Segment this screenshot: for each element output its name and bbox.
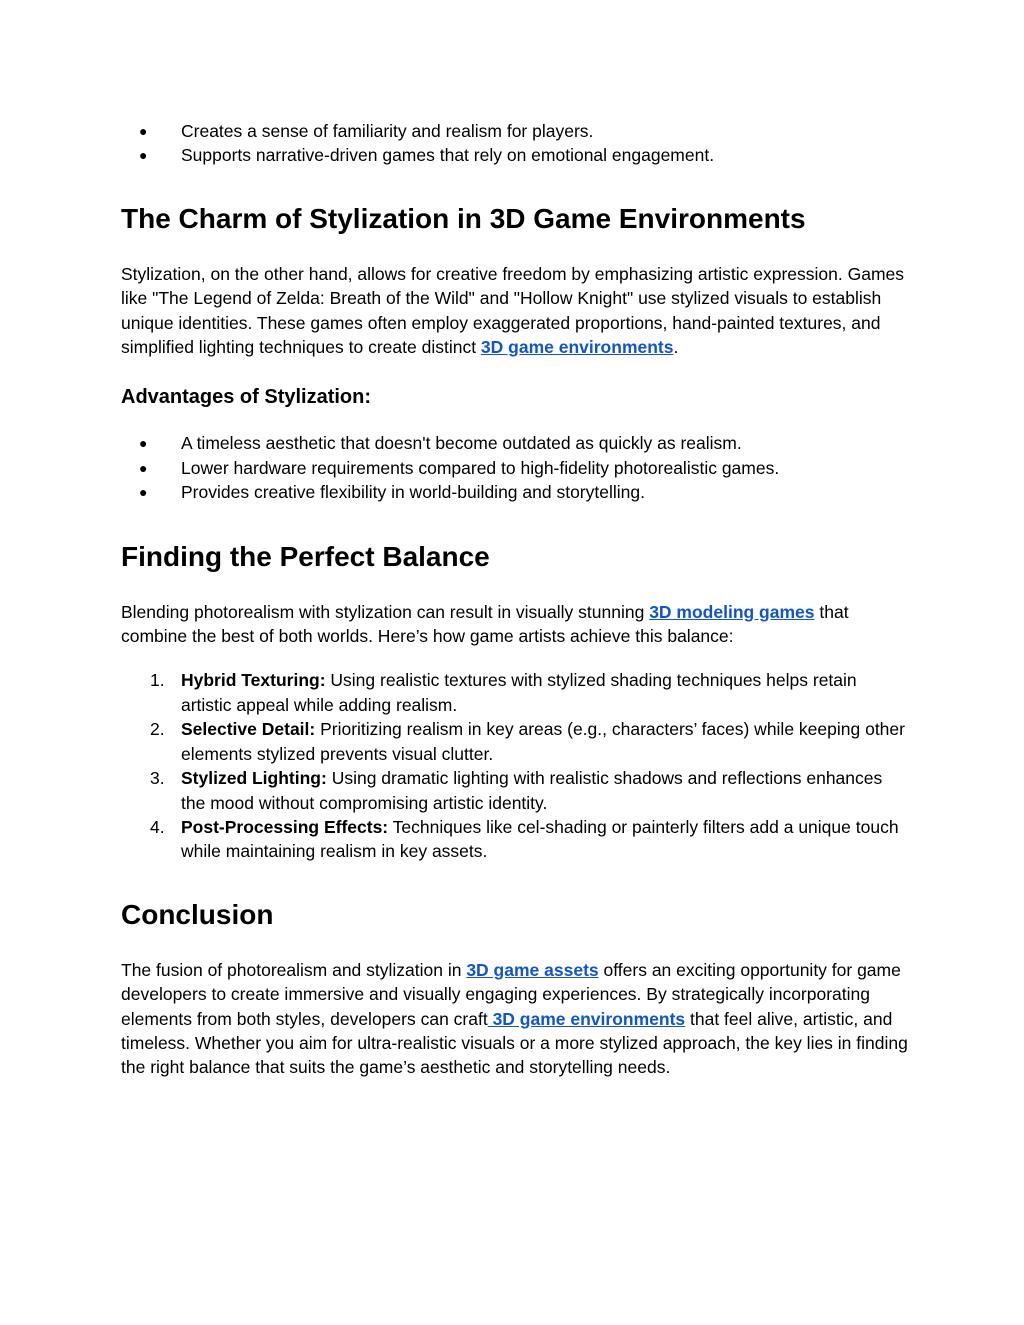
list-item: ● Provides creative flexibility in world-building and storytelling. [121, 480, 911, 504]
bullet-icon: ● [139, 459, 148, 476]
paragraph-conclusion: The fusion of photorealism and stylization in 3D game assets offers an exciting opportunity for game developers to create immersive and visually engaging experiences. By strategically incorporating elements from both styles, developers can craft 3D game environments that feel alive, artistic, and timeless. Whether you aim for ultra-realistic visuals or a more stylized approach, the key lies in finding the right balance that suits the game’s aesthetic and storytelling needs. [121, 959, 908, 1078]
document-page [121, 119, 911, 1080]
bullet-icon: ● [139, 435, 148, 452]
advantages-bullet-list [121, 431, 911, 504]
link-3d-game-environments-2[interactable]: 3D game environments [487, 1008, 686, 1029]
bullet-icon: ● [139, 147, 148, 164]
intro-bullet-list [121, 119, 911, 168]
list-item: 1. Hybrid Texturing: Using realistic textures with stylized shading techniques helps retain artistic appeal while adding realism. [150, 670, 857, 715]
list-item: ● Supports narrative-driven games that rely on emotional engagement. [121, 143, 911, 167]
subheading-advantages: Advantages of Stylization: [121, 386, 372, 409]
balance-numbered-list [121, 668, 911, 863]
paragraph-balance: Blending photorealism with stylization can result in visually stunning 3D modeling games that combine the best of both worlds. Here’s how game artists achieve this balance: [121, 601, 849, 647]
list-item: ● Creates a sense of familiarity and realism for players. [121, 119, 911, 143]
heading-stylization: The Charm of Stylization in 3D Game Environments [121, 202, 806, 234]
bullet-icon: ● [139, 123, 148, 139]
link-3d-game-environments[interactable]: 3D game environments [480, 337, 674, 358]
bullet-icon: ● [139, 484, 148, 501]
list-item: 2. Selective Detail: Prioritizing realism in key areas (e.g., characters’ faces) while keeping other elements stylized prevents visual clutter. [150, 719, 905, 764]
link-3d-modeling-games[interactable]: 3D modeling games [649, 601, 815, 622]
list-item: ● Lower hardware requirements compared to high-fidelity photorealistic games. [121, 456, 911, 480]
list-item: ● A timeless aesthetic that doesn't become outdated as quickly as realism. [121, 431, 911, 455]
heading-balance: Finding the Perfect Balance [121, 540, 490, 572]
paragraph-stylization: Stylization, on the other hand, allows for creative freedom by emphasizing artistic expression. Games like "The Legend of Zelda: Breath of the Wild" and "Hollow Knight" use stylized visuals to establish unique identities. These games often employ exaggerated proportions, hand-painted textures, and simplified lighting techniques to create distinct 3D game environments. [121, 263, 905, 358]
heading-conclusion: Conclusion [121, 898, 274, 930]
list-item: 4. Post-Processing Effects: Techniques like cel-shading or painterly filters add a unique touch while maintaining realism in key assets. [150, 816, 899, 862]
list-item: 3. Stylized Lighting: Using dramatic lighting with realistic shadows and reflections enhances the mood without compromising artistic identity. [150, 768, 883, 813]
link-3d-game-assets[interactable]: 3D game assets [466, 959, 599, 980]
